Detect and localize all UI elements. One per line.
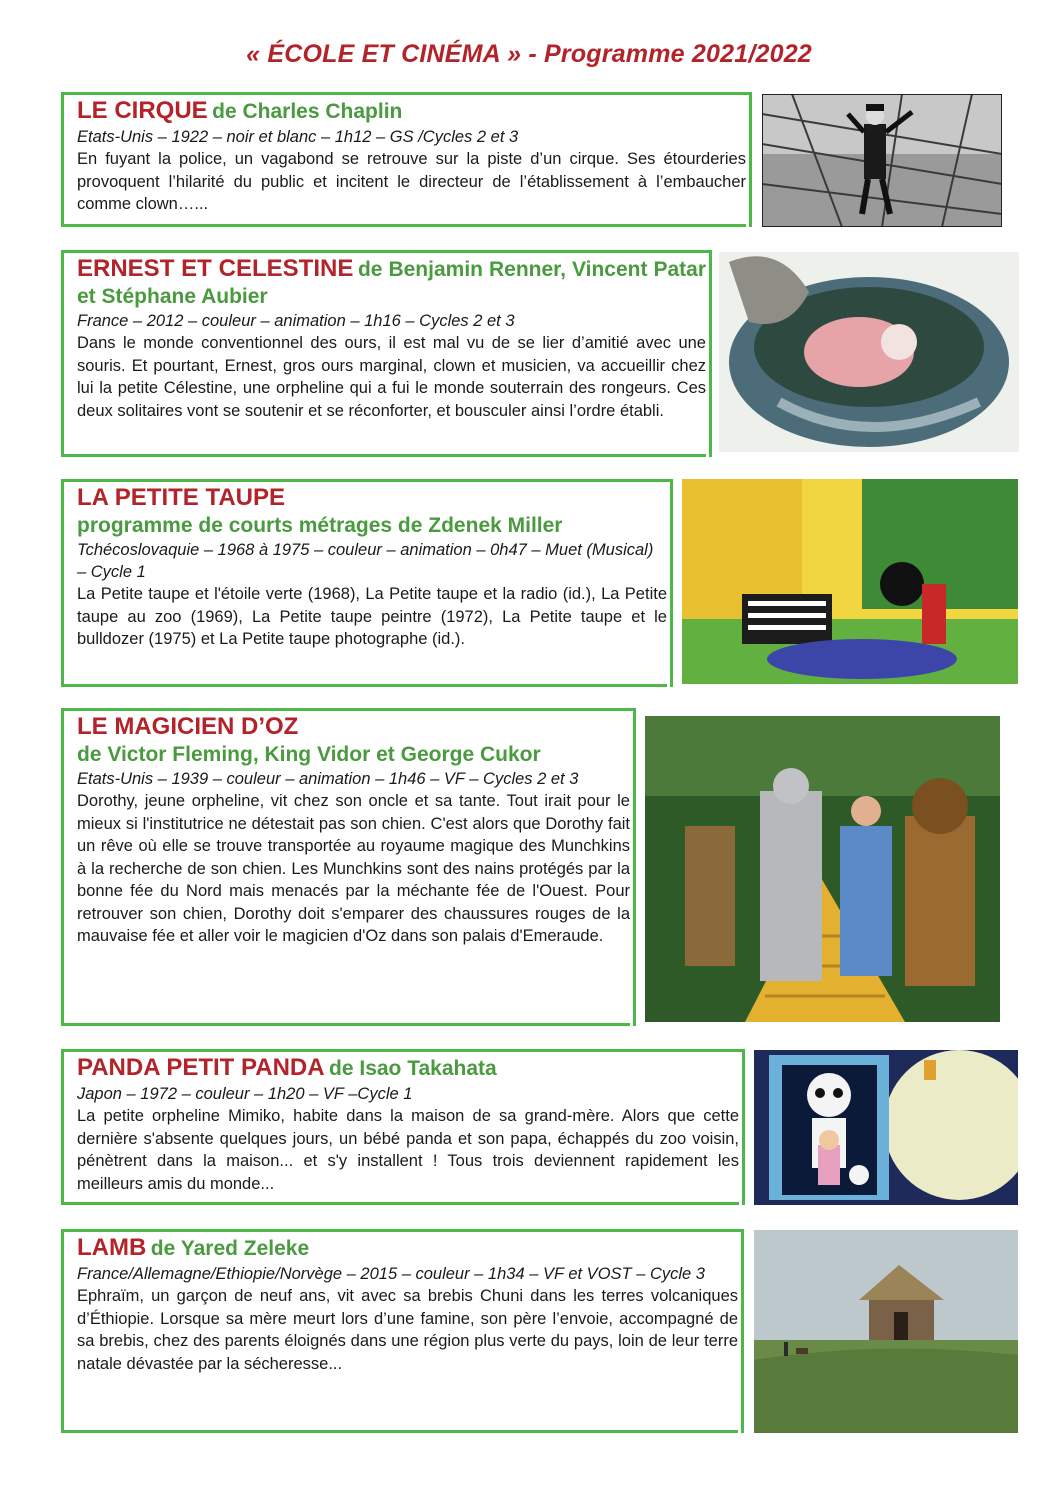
- film-title: LAMB: [77, 1234, 147, 1261]
- film-block-la-petite-taupe: [61, 479, 667, 687]
- film-description: En fuyant la police, un vagabond se retrouve sur la piste d’un cirque. Ses étourderies provoquent l’hilarité du public et incitent le directeur de l’établissement à l’embaucher comme clown…...: [77, 150, 746, 213]
- film-subtitle: programme de courts métrages de Zdenek Miller: [77, 514, 563, 537]
- film-meta: Etats-Unis – 1939 – couleur – animation – 1h46 – VF – Cycles 2 et 3: [77, 770, 579, 789]
- film-heading: [77, 1053, 739, 1083]
- page-title: « ÉCOLE ET CINÉMA » - Programme 2021/2022: [246, 40, 812, 68]
- film-heading: [77, 483, 667, 539]
- film-director: de Yared Zeleke: [150, 1237, 310, 1260]
- film-photo-le-magicien-d-oz: [645, 716, 1000, 1022]
- film-title: LA PETITE TAUPE: [77, 484, 286, 511]
- film-photo-le-cirque: [762, 94, 1002, 227]
- film-title: PANDA PETIT PANDA: [77, 1054, 325, 1081]
- film-description: Ephraïm, un garçon de neuf ans, vit avec sa brebis Chuni dans les terres volcaniques d’Éthiopie. Lorsque sa mère meurt lors d’une famine, son père l’envoie, accompagné de sa brebis, chez des parents éloignés dans une région plus verte du pays, loin de leur terre natale dévastée par la sécheresse...: [77, 1287, 738, 1373]
- film-description: La petite orpheline Mimiko, habite dans la maison de sa grand-mère. Alors que cette dernière s'absente quelques jours, un bébé panda et son papa, échappés du zoo voisin, pénètrent dans la maison... et s'y installent ! Tous trois deviennent rapidement les meilleurs amis du monde...: [77, 1107, 739, 1193]
- film-photo-panda-petit-panda: [754, 1050, 1018, 1205]
- film-heading: [77, 96, 746, 126]
- film-director: de Isao Takahata: [329, 1057, 497, 1080]
- film-meta: France/Allemagne/Ethiopie/Norvège – 2015 – couleur – 1h34 – VF et VOST – Cycle 3: [77, 1265, 705, 1283]
- film-subtitle: de Victor Fleming, King Vidor et George Cukor: [77, 743, 541, 766]
- film-block-lamb: [61, 1229, 738, 1433]
- film-photo-la-petite-taupe: [682, 479, 1018, 684]
- film-heading: [77, 254, 706, 310]
- film-heading: [77, 1233, 738, 1263]
- film-director: de Charles Chaplin: [212, 100, 403, 123]
- film-description: Dans le monde conventionnel des ours, il est mal vu de se lier d’amitié avec une souris. Et pourtant, Ernest, gros ours marginal, clown et musicien, va accueillir chez lui la petite Célestine, une orpheline qui a fui le monde souterrain des rongeurs. Ces deux solitaires vont se soutenir et se réconforter, et bousculer ainsi l’ordre établi.: [77, 334, 706, 420]
- film-description: Dorothy, jeune orpheline, vit chez son oncle et sa tante. Tout irait pour le mieux si l'institutrice ne détestait pas son chien. C'est alors que Dorothy fait un rêve où elle se trouve transportée au royaume magique des Munchkins à la recherche de son chien. Les Munchkins sont des nains protégés par la bonne fée du Nord mais menacés par la méchante fée de l'Ouest. Pour retrouver son chien, Dorothy doit s'emparer des chaussures rouges de la mauvaise fée et aller voir le magicien d'Oz dans son palais d'Emeraude.: [77, 792, 630, 946]
- film-meta: Etats-Unis – 1922 – noir et blanc – 1h12 – GS /Cycles 2 et 3: [77, 128, 519, 146]
- film-director: de Benjamin Renner, Vincent Patar et Stéphane Aubier: [77, 258, 706, 308]
- film-block-ernest-et-celestine: [61, 250, 706, 457]
- film-block-le-cirque: [61, 92, 746, 227]
- film-block-le-magicien-d-oz: [61, 708, 630, 1026]
- film-block-panda-petit-panda: [61, 1049, 739, 1205]
- film-description: La Petite taupe et l'étoile verte (1968), La Petite taupe et la radio (id.), La Petite taupe au zoo (1969), La Petite taupe peintre (1972), La Petite taupe et le bulldozer (1975) et La Petite taupe photographe (id.).: [77, 585, 667, 649]
- film-meta: Tchécoslovaquie – 1968 à 1975 – couleur – animation – 0h47 – Muet (Musical) – Cycle 1: [77, 541, 654, 582]
- film-photo-ernest-et-celestine: [719, 252, 1019, 452]
- film-photo-lamb: [754, 1230, 1018, 1433]
- film-meta: France – 2012 – couleur – animation – 1h16 – Cycles 2 et 3: [77, 312, 515, 331]
- film-title: LE CIRQUE: [77, 97, 208, 124]
- film-title: LE MAGICIEN D’OZ: [77, 713, 299, 740]
- film-heading: [77, 712, 630, 768]
- film-title: ERNEST ET CELESTINE: [77, 255, 354, 282]
- film-meta: Japon – 1972 – couleur – 1h20 – VF –Cycle 1: [77, 1085, 413, 1103]
